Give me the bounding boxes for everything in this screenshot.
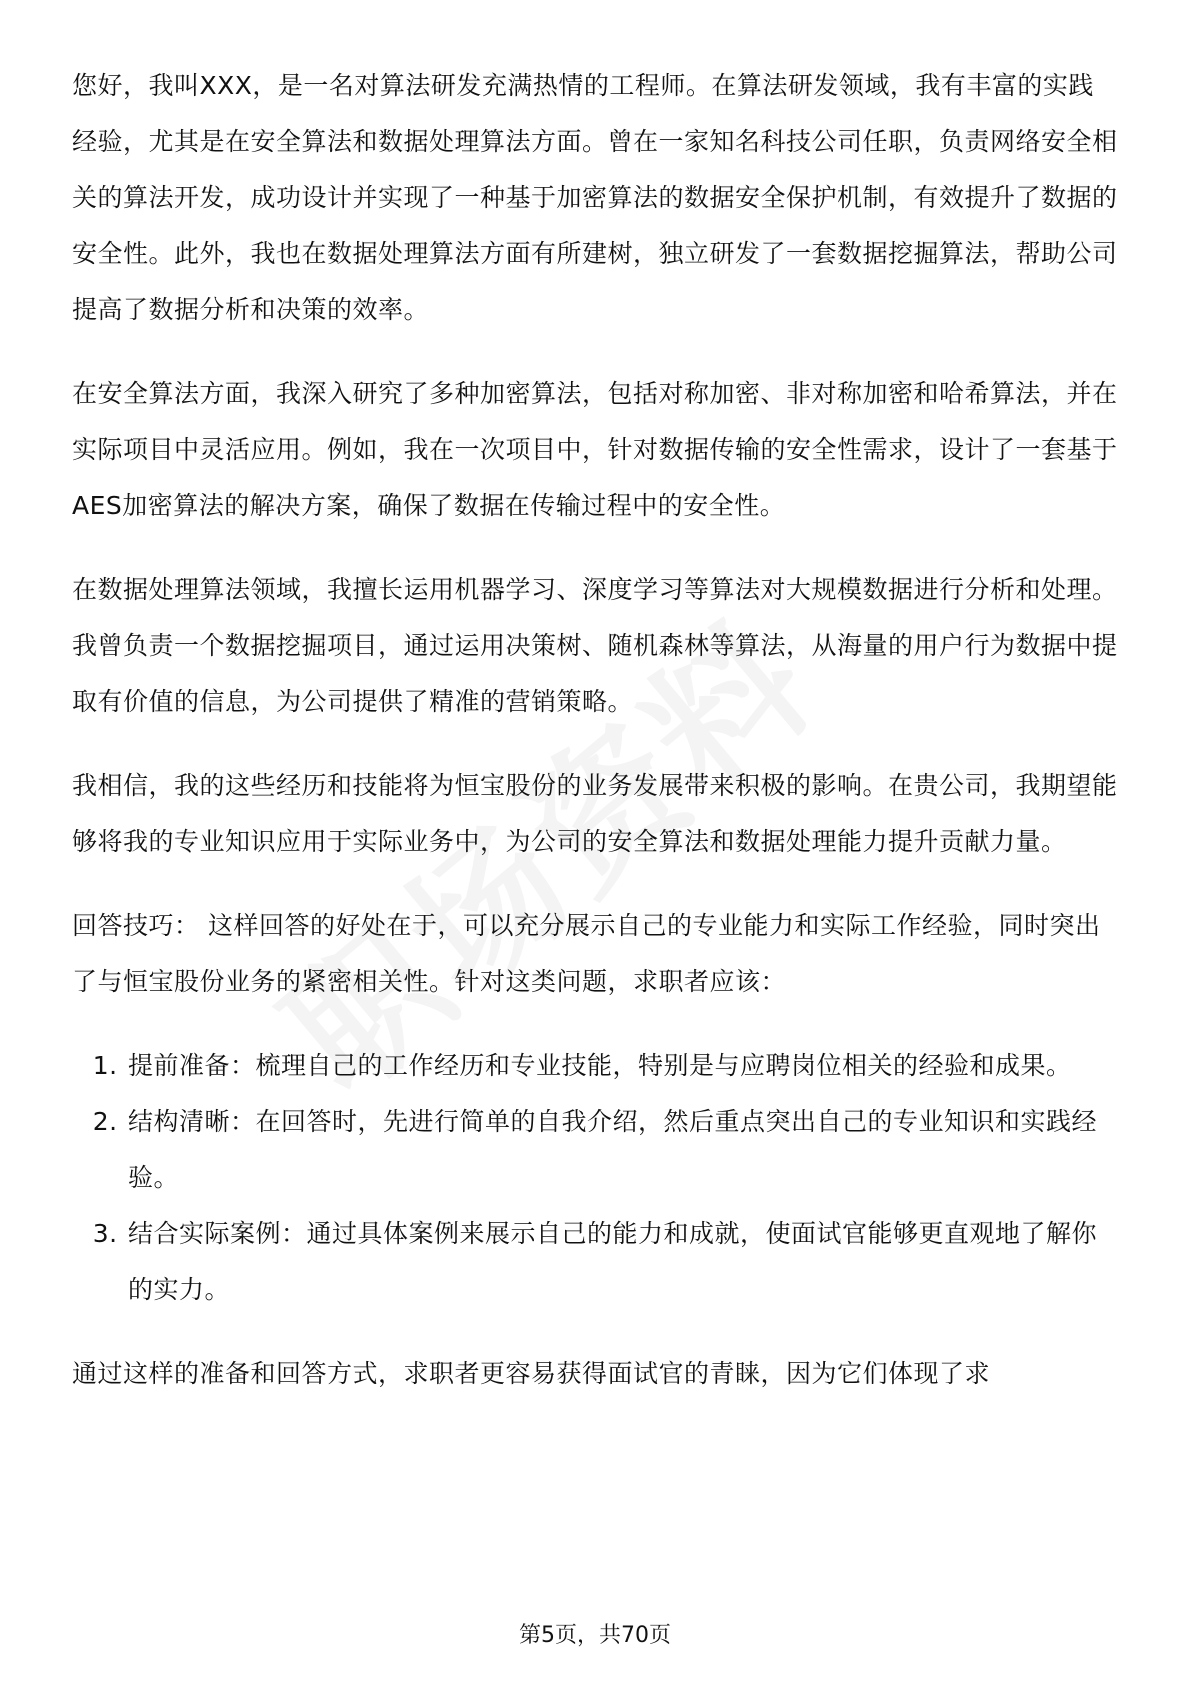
page-number: 第5页，共70页 bbox=[519, 1623, 671, 1648]
tips-list bbox=[72, 1038, 1118, 1318]
paragraph-intro: 您好，我叫XXX，是一名对算法研发充满热情的工程师。在算法研发领域，我有丰富的实践经验，尤其是在安全算法和数据处理算法方面。曾在一家知名科技公司任职，负责网络安全相关的算法开发，成功设计并实现了一种基于加密算法的数据安全保护机制，有效提升了数据的安全性。此外，我也在数据处理算法方面有所建树，独立研发了一套数据挖掘算法，帮助公司提高了数据分析和决策的效率。 bbox=[72, 71, 1118, 324]
paragraph-data-processing: 在数据处理算法领域，我擅长运用机器学习、深度学习等算法对大规模数据进行分析和处理。我曾负责一个数据挖掘项目，通过运用决策树、随机森林等算法，从海量的用户行为数据中提取有价值的信息，为公司提供了精准的营销策略。 bbox=[72, 575, 1118, 716]
list-item: 3. 结合实际案例：通过具体案例来展示自己的能力和成就，使面试官能够更直观地了解你的实力。 bbox=[126, 1206, 1118, 1318]
document-body bbox=[72, 58, 1118, 1430]
paragraph-closing: 通过这样的准备和回答方式，求职者更容易获得面试官的青睐，因为它们体现了求 bbox=[72, 1359, 991, 1388]
paragraph-answer-tips: 回答技巧： 这样回答的好处在于，可以充分展示自己的专业能力和实际工作经验，同时突出了与恒宝股份业务的紧密相关性。针对这类问题，求职者应该： bbox=[72, 911, 1101, 996]
paragraph-security-algorithms: 在安全算法方面，我深入研究了多种加密算法，包括对称加密、非对称加密和哈希算法，并在实际项目中灵活应用。例如，我在一次项目中，针对数据传输的安全性需求，设计了一套基于AES加密算法的解决方案，确保了数据在传输过程中的安全性。 bbox=[72, 379, 1118, 520]
list-item: 1. 提前准备：梳理自己的工作经历和专业技能，特别是与应聘岗位相关的经验和成果。 bbox=[126, 1038, 1118, 1094]
paragraph-conclusion: 我相信，我的这些经历和技能将为恒宝股份的业务发展带来积极的影响。在贵公司，我期望能够将我的专业知识应用于实际业务中，为公司的安全算法和数据处理能力提升贡献力量。 bbox=[72, 771, 1118, 856]
list-item: 2. 结构清晰：在回答时，先进行简单的自我介绍，然后重点突出自己的专业知识和实践经验。 bbox=[126, 1094, 1118, 1206]
